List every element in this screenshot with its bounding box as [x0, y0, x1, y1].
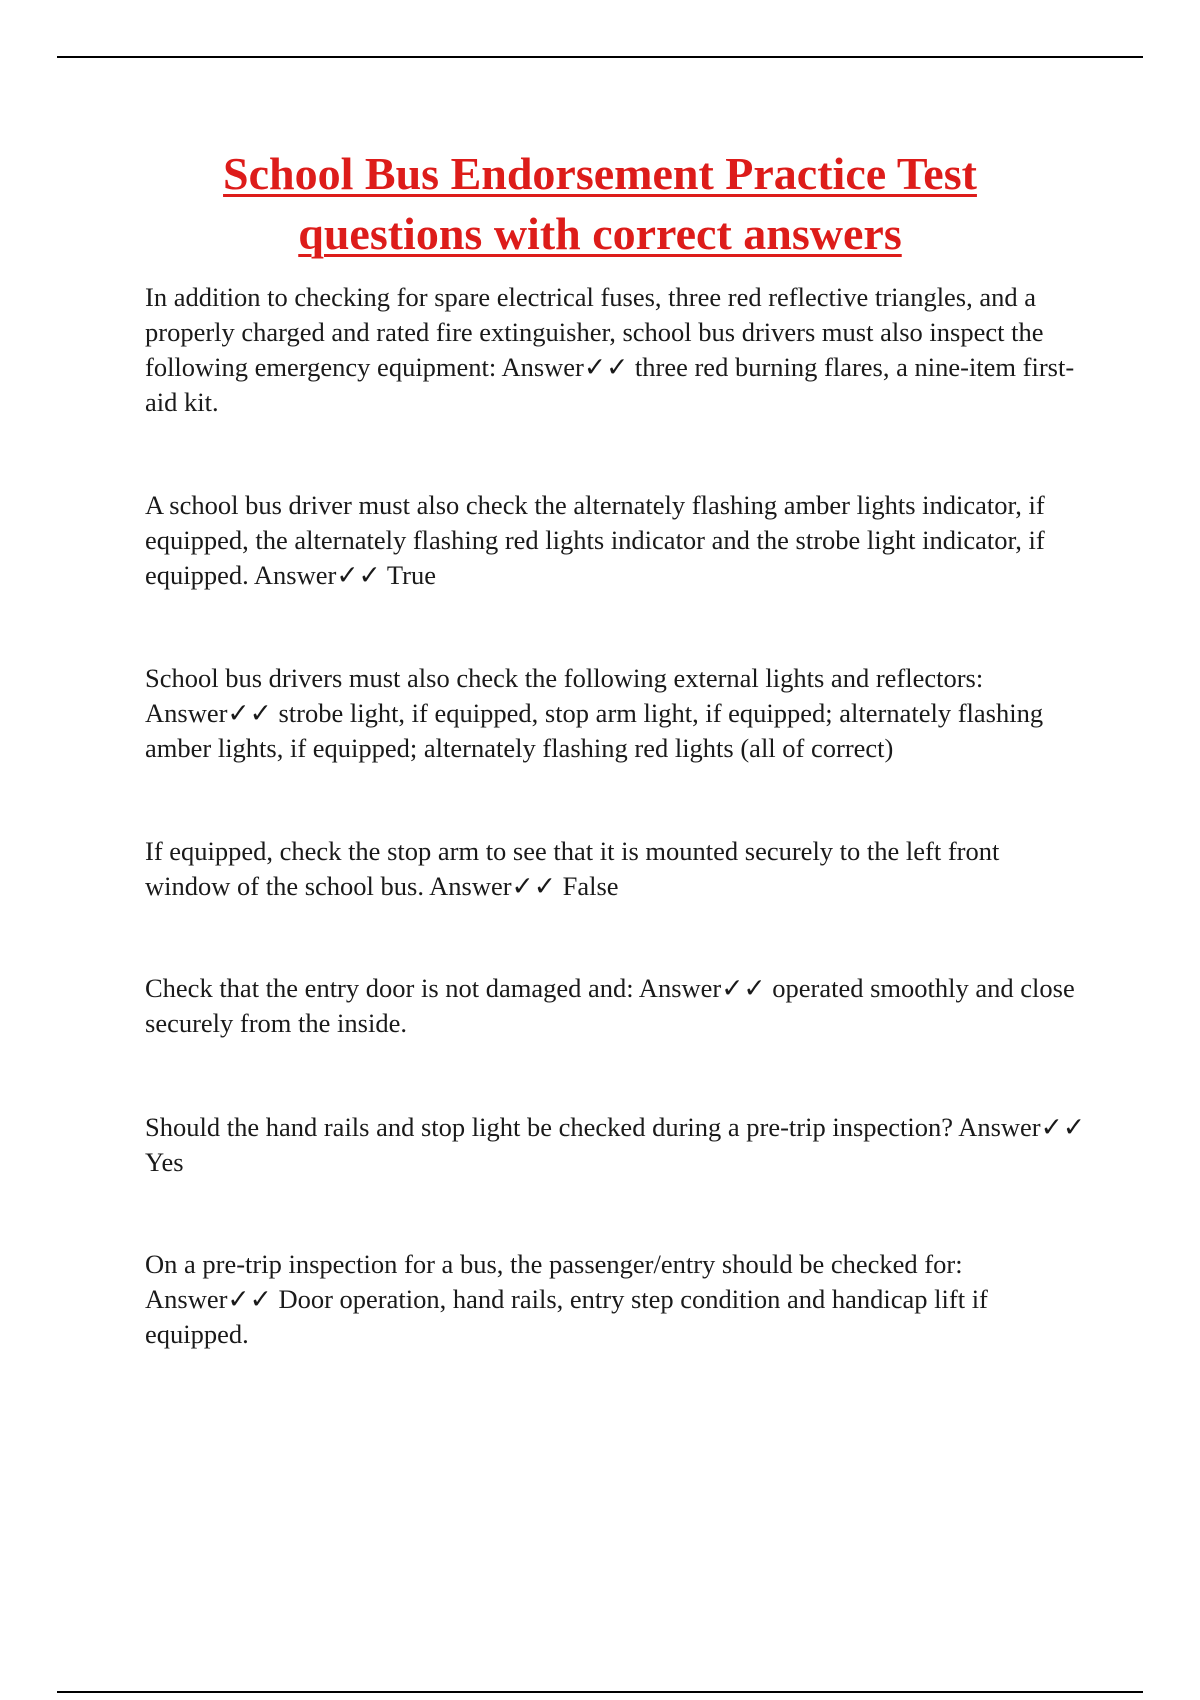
title-line-1: School Bus Endorsement Practice Test [223, 148, 977, 199]
qa-item: A school bus driver must also check the alternately flashing amber lights indicator, if equipped, the alternately flashing red lights indicator and the strobe light indicator, if equipped. Answer✓✓ True [145, 490, 1045, 590]
top-rule [57, 56, 1143, 58]
qa-item: Check that the entry door is not damaged and: Answer✓✓ operated smoothly and close securely from the inside. [145, 973, 1075, 1038]
bottom-rule [57, 1691, 1143, 1693]
title-line-2: questions with correct answers [298, 208, 902, 259]
qa-item: If equipped, check the stop arm to see that it is mounted securely to the left front window of the school bus. Answer✓✓ False [145, 836, 1000, 901]
document-title [100, 144, 1100, 264]
qa-item: In addition to checking for spare electrical fuses, three red reflective triangles, and a properly charged and rated fire extinguisher, school bus drivers must also inspect the following emergency equipment: Answer✓✓ three red burning flares, a nine-item first-aid kit. [145, 282, 1075, 417]
qa-item: Should the hand rails and stop light be checked during a pre-trip inspection? Answer✓✓ Yes [145, 1112, 1086, 1177]
qa-item: On a pre-trip inspection for a bus, the passenger/entry should be checked for: Answer✓✓ Door operation, hand rails, entry step condition and handicap lift if equipped. [145, 1249, 988, 1349]
qa-item: School bus drivers must also check the following external lights and reflectors: Answer✓✓ strobe light, if equipped, stop arm light, if equipped; alternately flashing amber lights, if equipped; alternately flashing red lights (all of correct) [145, 663, 1044, 763]
